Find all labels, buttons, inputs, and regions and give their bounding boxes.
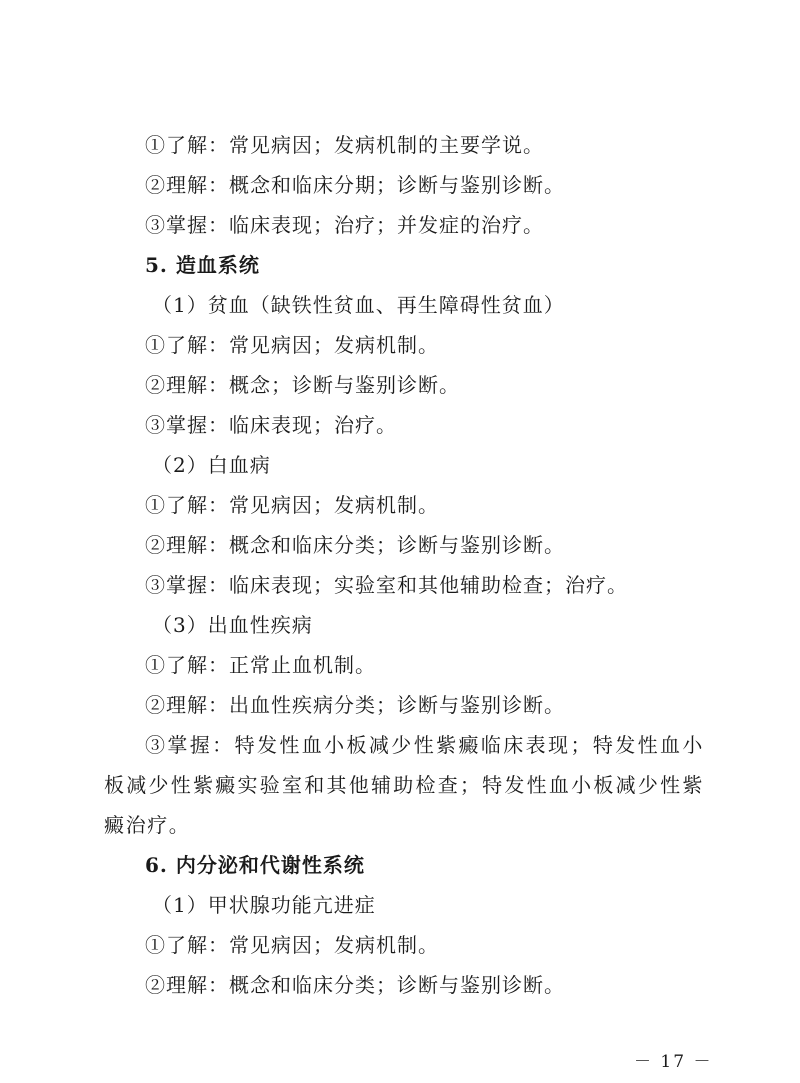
text-line: ①了解：常见病因；发病机制。 <box>145 933 439 957</box>
text-line: ③掌握：临床表现；实验室和其他辅助检查；治疗。 <box>145 573 628 597</box>
text-line: ②理解：概念；诊断与鉴别诊断。 <box>145 373 460 397</box>
subsection-heading: （3）出血性疾病 <box>152 613 313 637</box>
text-line: ①了解：常见病因；发病机制的主要学说。 <box>145 133 544 157</box>
text-line: ③掌握：临床表现；治疗。 <box>145 413 397 437</box>
text-line: ②理解：概念和临床分类；诊断与鉴别诊断。 <box>145 973 565 997</box>
text-line: ①了解：常见病因；发病机制。 <box>145 333 439 357</box>
subsection-heading: （2）白血病 <box>152 453 271 477</box>
text-line: ②理解：概念和临床分期；诊断与鉴别诊断。 <box>145 173 565 197</box>
subsection-heading: （1）贫血（缺铁性贫血、再生障碍性贫血） <box>152 293 565 317</box>
text-line: ②理解：概念和临床分类；诊断与鉴别诊断。 <box>145 533 565 557</box>
subsection-heading: （1）甲状腺功能亢进症 <box>152 893 376 917</box>
page-number: － 17 － <box>634 1052 713 1072</box>
text-line: ①了解：常见病因；发病机制。 <box>145 493 439 517</box>
section-heading: 5. 造血系统 <box>145 253 260 277</box>
text-line: ③掌握：临床表现；治疗；并发症的治疗。 <box>145 213 544 237</box>
text-line: ①了解：正常止血机制。 <box>145 653 376 677</box>
text-paragraph: ③掌握：特发性血小板减少性紫癜临床表现；特发性血小板减少性紫癜实验室和其他辅助检查；特发性血小板减少性紫癜治疗。 <box>104 733 704 837</box>
section-heading: 6. 内分泌和代谢性系统 <box>145 853 365 877</box>
text-line: ②理解：出血性疾病分类；诊断与鉴别诊断。 <box>145 693 565 717</box>
